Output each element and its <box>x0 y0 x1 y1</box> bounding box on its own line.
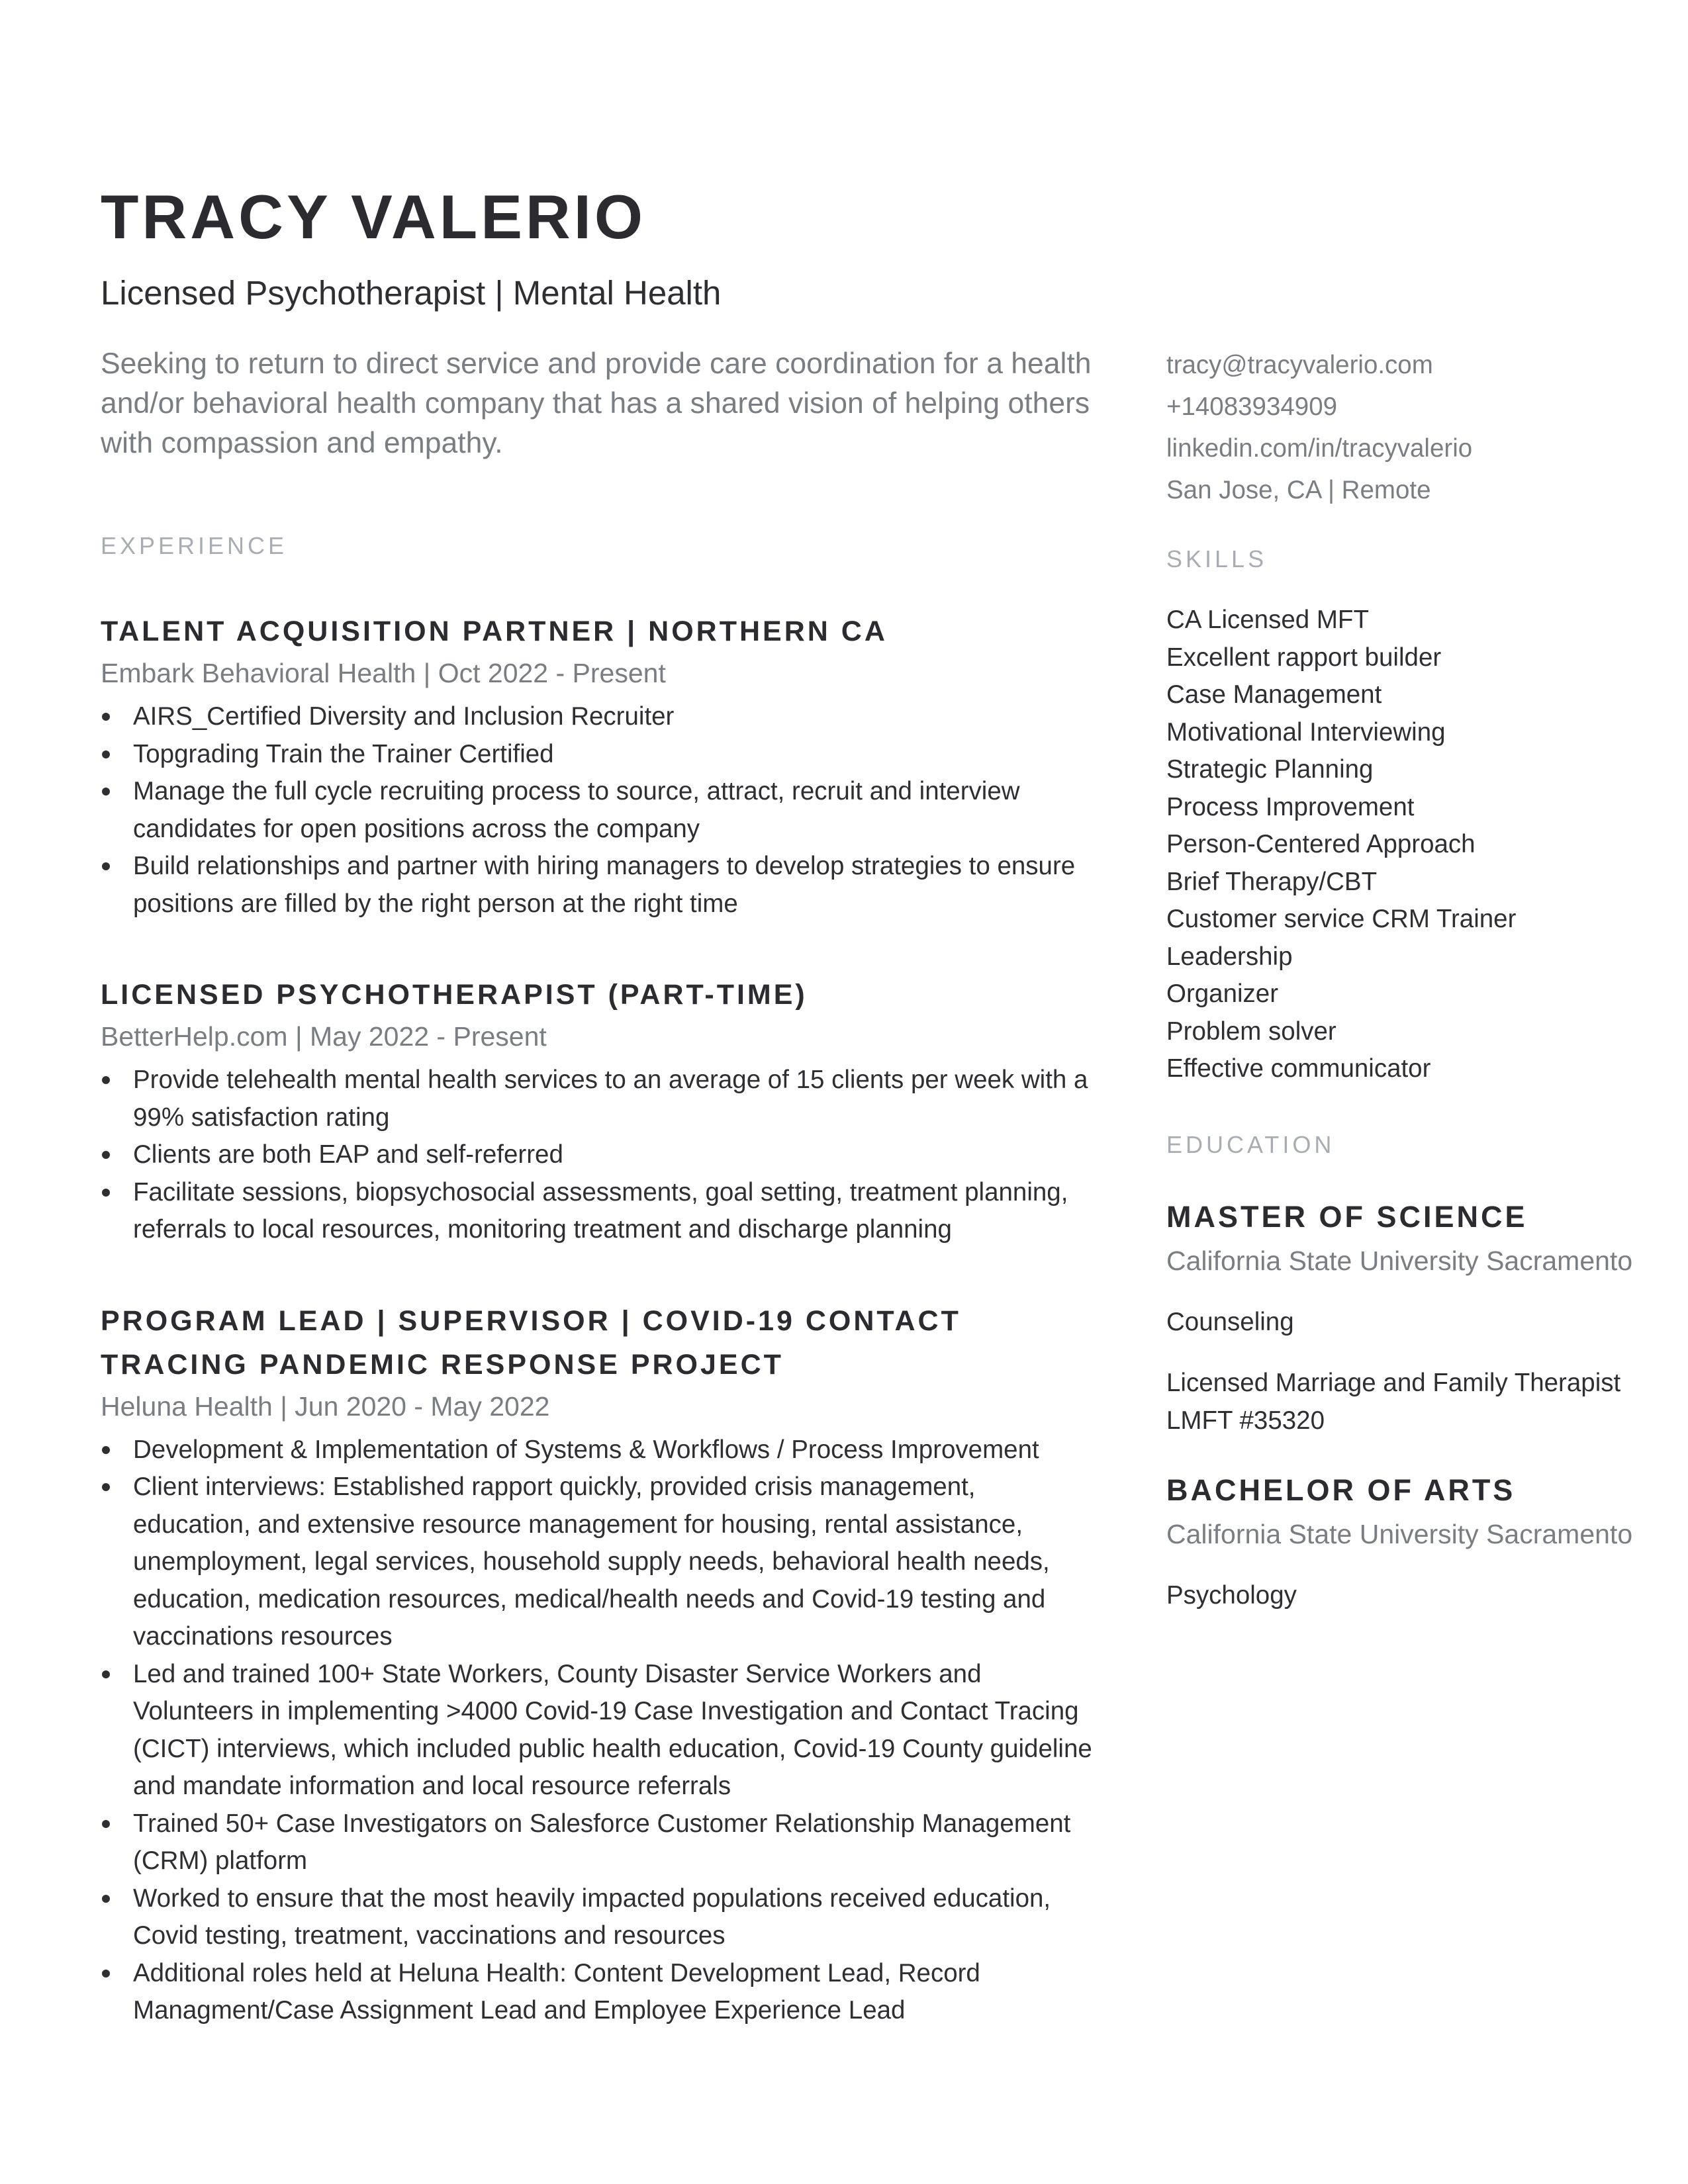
bullet-item <box>101 1880 1094 1955</box>
job-entry <box>101 610 1094 923</box>
education-heading: EDUCATION <box>1166 1130 1335 1158</box>
bullet-text: Worked to ensure that the most heavily impacted populations received education, Covid testing, treatment, vaccinations and resources <box>133 1884 1051 1950</box>
bullet-text: Client interviews: Established rapport quickly, provided crisis management, education, and extensive resource management for housing, rental assistance, unemployment, legal services, household supply needs, behavioral health needs, education, medication resources, medical/health needs and Covid-19 testing and vaccinations resources <box>133 1473 1050 1651</box>
field-of-study: Counseling <box>1166 1307 1294 1336</box>
contact-location: San Jose, CA | Remote <box>1166 476 1431 504</box>
bullet-item <box>101 1062 1094 1136</box>
bullet-text: AIRS_Certified Diversity and Inclusion Recruiter <box>133 702 675 731</box>
bullet-dot-icon <box>102 1483 110 1491</box>
skill-item: CA Licensed MFT <box>1166 606 1369 634</box>
bullet-text: Facilitate sessions, biopsychosocial assessments, goal setting, treatment planning, referrals to local resources, monitoring treatment and discharge planning <box>133 1177 1068 1244</box>
bullet-dot-icon <box>102 751 110 758</box>
bullet-dot-icon <box>102 1151 110 1159</box>
contact-email[interactable]: tracy@tracyvalerio.com <box>1166 351 1433 379</box>
bullet-dot-icon <box>102 1820 110 1828</box>
bullet-item <box>101 848 1094 923</box>
bullet-text: Trained 50+ Case Investigators on Salesforce Customer Relationship Management (CRM) platform <box>133 1809 1071 1875</box>
skill-item: Problem solver <box>1166 1017 1336 1046</box>
candidate-name: TRACY VALERIO <box>101 182 647 251</box>
bullet-dot-icon <box>102 1970 110 1978</box>
bullet-dot-icon <box>102 788 110 796</box>
job-title: TALENT ACQUISITION PARTNER | NORTHERN CA <box>101 615 888 647</box>
skill-item: Leadership <box>1166 942 1293 971</box>
degree-title: BACHELOR OF ARTS <box>1166 1473 1516 1507</box>
experience-heading: EXPERIENCE <box>101 532 288 559</box>
bullet-text: Build relationships and partner with hiring managers to develop strategies to ensure positions are filled by the right person at the right time <box>133 852 1076 918</box>
bullet-item <box>101 1469 1094 1656</box>
field-of-study: Psychology <box>1166 1581 1297 1610</box>
job-company-dates: Heluna Health | Jun 2020 - May 2022 <box>101 1390 550 1422</box>
job-bullet-list <box>101 1062 1094 1249</box>
skill-item: Case Management <box>1166 680 1382 709</box>
contact-block <box>1166 344 1643 511</box>
bullet-item <box>101 698 1094 736</box>
skill-item: Excellent rapport builder <box>1166 643 1442 672</box>
bullet-text: Development & Implementation of Systems & Workflows / Process Improvement <box>133 1435 1039 1464</box>
bullet-text: Manage the full cycle recruiting process to source, attract, recruit and interview candidates for open positions across the company <box>133 777 1020 843</box>
bullet-dot-icon <box>102 1446 110 1454</box>
bullet-text: Additional roles held at Heluna Health: Content Development Lead, Record Managment/Case Assignment Lead and Employee Experience Lead <box>133 1958 980 2025</box>
bullet-text: Provide telehealth mental health services to an average of 15 clients per week with a 99% satisfaction rating <box>133 1066 1088 1132</box>
bullet-item <box>101 1432 1094 1469</box>
skill-item: Person-Centered Approach <box>1166 830 1476 858</box>
contact-phone[interactable]: +14083934909 <box>1166 392 1338 421</box>
candidate-headline: Licensed Psychotherapist | Mental Health <box>101 274 722 312</box>
bullet-text: Led and trained 100+ State Workers, County Disaster Service Workers and Volunteers in implementing >4000 Covid-19 Case Investigation and Contact Tracing (CICT) interviews, which included public health education, Covid-19 County guideline and mandate information and local resource referrals <box>133 1659 1092 1800</box>
job-title: LICENSED PSYCHOTHERAPIST (PART-TIME) <box>101 979 808 1011</box>
job-entry <box>101 973 1094 1249</box>
bullet-item <box>101 1136 1094 1174</box>
skills-list <box>1166 602 1643 1088</box>
contact-linkedin[interactable]: linkedin.com/in/tracyvalerio <box>1166 434 1473 463</box>
experience-section <box>101 534 1094 2030</box>
bullet-dot-icon <box>102 713 110 721</box>
skills-heading: SKILLS <box>1166 545 1268 572</box>
skill-item: Effective communicator <box>1166 1054 1431 1083</box>
bullet-item <box>101 1174 1094 1249</box>
bullet-item <box>101 1656 1094 1805</box>
bullet-text: Clients are both EAP and self-referred <box>133 1140 563 1169</box>
bullet-item <box>101 773 1094 848</box>
skill-item: Organizer <box>1166 979 1279 1008</box>
education-entry <box>1166 1469 1643 1615</box>
bullet-item <box>101 736 1094 774</box>
job-company-dates: BetterHelp.com | May 2022 - Present <box>101 1021 547 1052</box>
license-detail: Licensed Marriage and Family Therapist LMFT #35320 <box>1166 1369 1621 1435</box>
bullet-item <box>101 1805 1094 1880</box>
bullet-dot-icon <box>102 862 110 870</box>
bullet-text: Topgrading Train the Trainer Certified <box>133 739 554 768</box>
job-company-dates: Embark Behavioral Health | Oct 2022 - Present <box>101 658 666 688</box>
degree-title: MASTER OF SCIENCE <box>1166 1199 1528 1234</box>
job-title: PROGRAM LEAD | SUPERVISOR | COVID-19 CONTACT TRACING PANDEMIC RESPONSE PROJECT <box>101 1304 961 1381</box>
skill-item: Customer service CRM Trainer <box>1166 905 1517 933</box>
bullet-item <box>101 1955 1094 2030</box>
skill-item: Strategic Planning <box>1166 755 1374 784</box>
skill-item: Motivational Interviewing <box>1166 717 1446 747</box>
bullet-dot-icon <box>102 1895 110 1903</box>
job-entry <box>101 1299 1094 2030</box>
sidebar-column <box>1166 344 1643 1615</box>
bullet-dot-icon <box>102 1076 110 1084</box>
summary-text: Seeking to return to direct service and provide care coordination for a health and/or behavioral health company that has a shared vision of helping others with compassion and empathy. <box>101 347 1092 459</box>
school-name: California State University Sacramento <box>1166 1519 1633 1549</box>
education-entry <box>1166 1195 1643 1440</box>
bullet-dot-icon <box>102 1189 110 1197</box>
bullet-dot-icon <box>102 1670 110 1678</box>
job-bullet-list <box>101 1432 1094 2030</box>
skill-item: Brief Therapy/CBT <box>1166 867 1378 896</box>
skill-item: Process Improvement <box>1166 792 1415 821</box>
job-bullet-list <box>101 698 1094 923</box>
school-name: California State University Sacramento <box>1166 1245 1633 1276</box>
